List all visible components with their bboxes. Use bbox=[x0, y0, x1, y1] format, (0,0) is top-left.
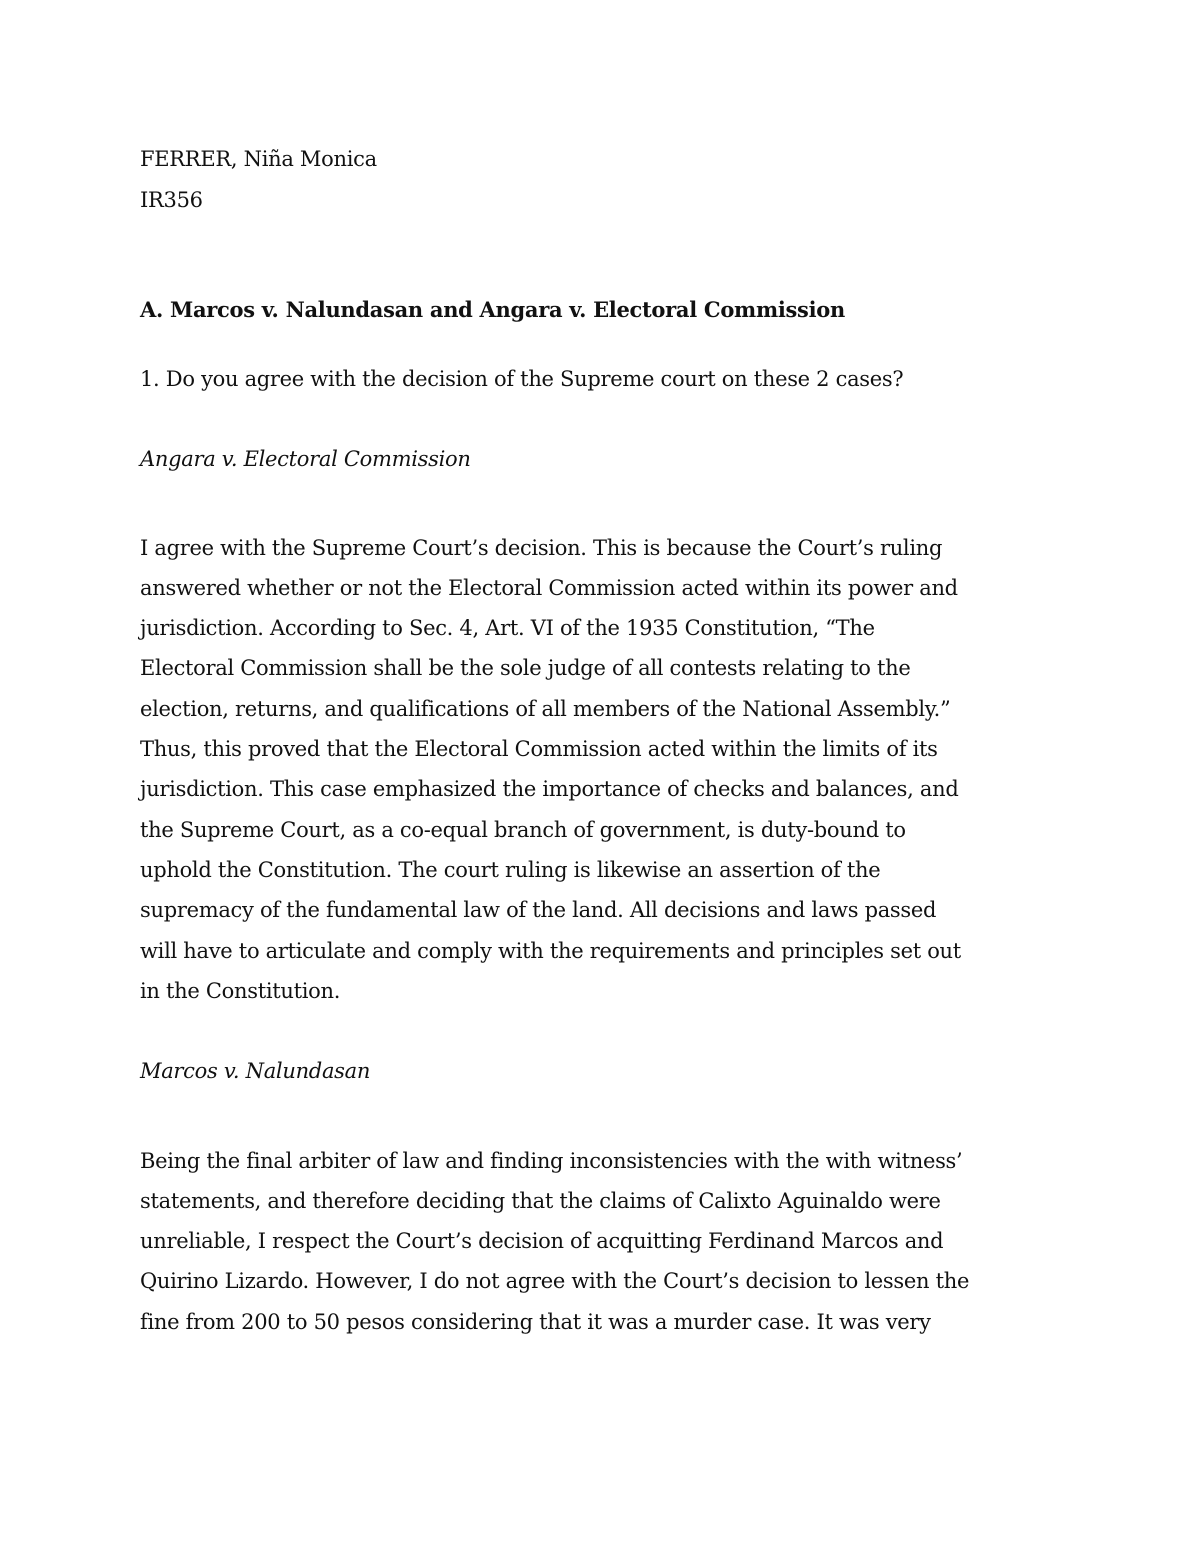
angara-case-title: Angara v. Electoral Commission bbox=[140, 447, 471, 471]
paragraph-line: I agree with the Supreme Court’s decision. This is because the Court’s ruling bbox=[140, 536, 943, 560]
paragraph-line: Electoral Commission shall be the sole judge of all contests relating to the bbox=[140, 656, 911, 680]
course-code: IR356 bbox=[140, 188, 203, 212]
paragraph-line: answered whether or not the Electoral Commission acted within its power and bbox=[140, 576, 958, 600]
paragraph-line: the Supreme Court, as a co-equal branch of government, is duty-bound to bbox=[140, 818, 906, 842]
question-text: 1. Do you agree with the decision of the Supreme court on these 2 cases? bbox=[140, 367, 904, 391]
paragraph-line: jurisdiction. This case emphasized the importance of checks and balances, and bbox=[140, 777, 959, 801]
paragraph-line: supremacy of the fundamental law of the land. All decisions and laws passed bbox=[140, 898, 937, 922]
student-name: FERRER, Niña Monica bbox=[140, 147, 377, 171]
paragraph-line: statements, and therefore deciding that the claims of Calixto Aguinaldo were bbox=[140, 1189, 941, 1213]
paragraph-line: Being the final arbiter of law and finding inconsistencies with the with witness’ bbox=[140, 1149, 963, 1173]
section-heading: A. Marcos v. Nalundasan and Angara v. Electoral Commission bbox=[140, 297, 845, 322]
paragraph-line: in the Constitution. bbox=[140, 979, 341, 1003]
paragraph-line: unreliable, I respect the Court’s decision of acquitting Ferdinand Marcos and bbox=[140, 1229, 944, 1253]
paragraph-line: Thus, this proved that the Electoral Commission acted within the limits of its bbox=[140, 737, 938, 761]
paragraph-line: fine from 200 to 50 pesos considering that it was a murder case. It was very bbox=[140, 1310, 931, 1334]
paragraph-line: uphold the Constitution. The court ruling is likewise an assertion of the bbox=[140, 858, 881, 882]
paragraph-line: election, returns, and qualifications of all members of the National Assembly.” bbox=[140, 697, 951, 721]
paragraph-line: will have to articulate and comply with the requirements and principles set out bbox=[140, 939, 961, 963]
paragraph-line: Quirino Lizardo. However, I do not agree with the Court’s decision to lessen the bbox=[140, 1269, 970, 1293]
marcos-case-title: Marcos v. Nalundasan bbox=[140, 1059, 371, 1083]
paragraph-line: jurisdiction. According to Sec. 4, Art. VI of the 1935 Constitution, “The bbox=[140, 616, 875, 640]
